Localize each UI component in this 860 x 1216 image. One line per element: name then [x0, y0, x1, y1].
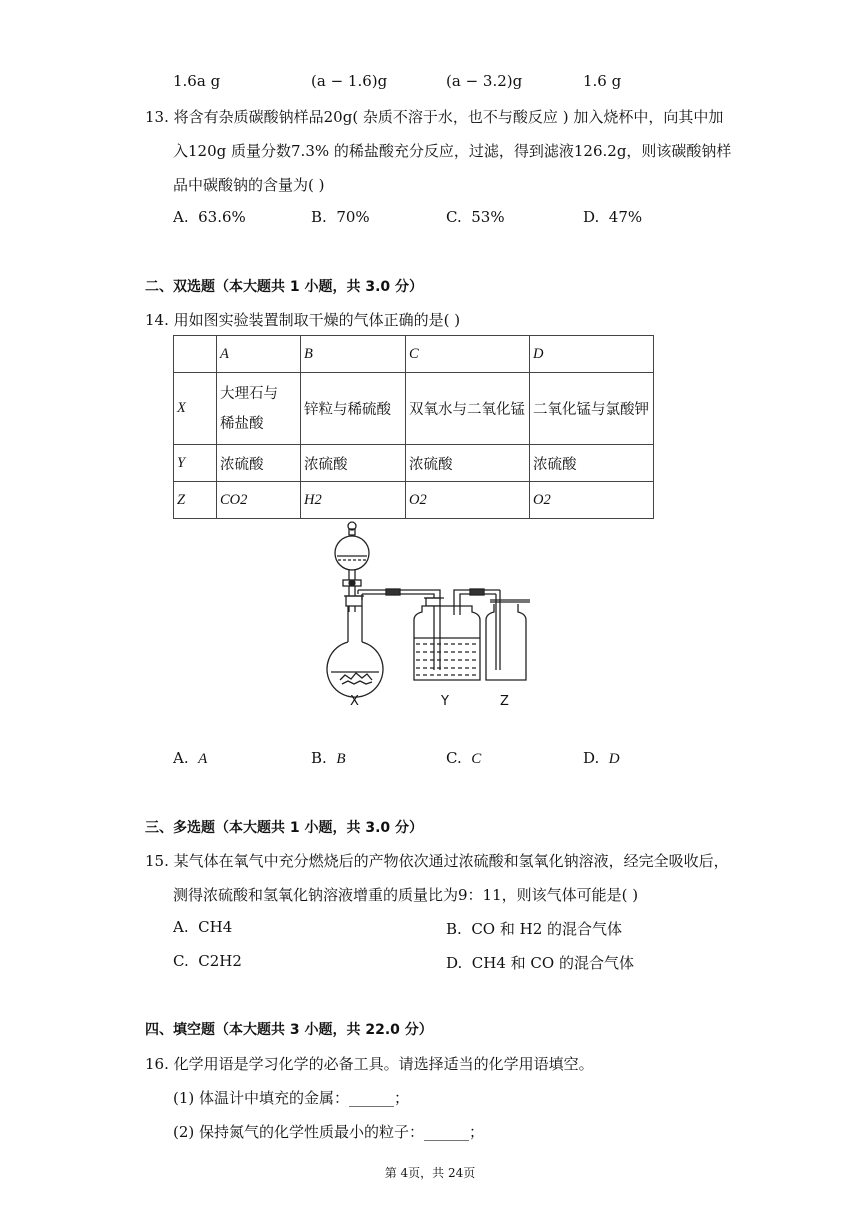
apparatus-label-z: Z [500, 694, 509, 709]
q12-option-a: 1.6a g [173, 72, 221, 90]
q14-option-a: A. A [173, 749, 208, 767]
q16-stem: 16. 化学用语是学习化学的必备工具。请选择适当的化学用语填空。 [145, 1055, 594, 1073]
table-row-x [174, 373, 654, 445]
table-cell [174, 336, 217, 373]
q15-option-d: D. CH4 和 CO 的混合气体 [446, 954, 634, 972]
table-cell: 双氧水与二氧化锰 [406, 373, 530, 445]
table-cell: Y [174, 445, 217, 482]
q15-line2: 测得浓硫酸和氢氧化钠溶液增重的质量比为9：11，则该气体可能是( ) [173, 886, 639, 904]
q14-table [173, 335, 654, 519]
q13-option-a: A. 63.6% [173, 208, 246, 226]
section-2-heading: 二、双选题（本大题共 1 小题，共 3.0 分） [145, 279, 424, 295]
q16-sub1: (1) 体温计中填充的金属：______； [173, 1089, 410, 1107]
q15-option-c: C. C2H2 [173, 952, 242, 970]
apparatus-label-y: Y [441, 694, 449, 709]
q14-stem: 14. 用如图实验装置制取干燥的气体正确的是( ) [145, 311, 461, 329]
table-cell: C [406, 336, 530, 373]
table-row-y [174, 445, 654, 482]
q13-option-c: C. 53% [446, 208, 505, 226]
table-header-row [174, 336, 654, 373]
q14-option-d: D. D [583, 749, 620, 767]
table-row-z [174, 482, 654, 519]
table-cell: 锌粒与稀硫酸 [301, 373, 406, 445]
section-3-heading: 三、多选题（本大题共 1 小题，共 3.0 分） [145, 820, 424, 836]
q13-line1: 13. 将含有杂质碳酸钠样品20g( 杂质不溶于水，也不与酸反应 ) 加入烧杯中，向其中加 [145, 108, 724, 126]
q15-option-b: B. CO 和 H2 的混合气体 [446, 920, 623, 938]
q14-option-b: B. B [311, 749, 346, 767]
page-footer: 第 4页，共 24页 [384, 1166, 476, 1180]
table-cell: Z [174, 482, 217, 519]
q13-line2: 入120g 质量分数7.3% 的稀盐酸充分反应，过滤，得到滤液126.2g，则该碳酸钠样 [173, 142, 732, 160]
q14-option-c: C. C [446, 749, 482, 767]
section-4-heading: 四、填空题（本大题共 3 小题，共 22.0 分） [145, 1022, 433, 1038]
table-cell: CO2 [217, 482, 301, 519]
q12-option-c: (a − 3.2)g [446, 72, 523, 90]
table-cell: D [530, 336, 654, 373]
table-cell: O2 [406, 482, 530, 519]
table-cell: 二氧化锰与氯酸钾 [530, 373, 654, 445]
q16-sub2: (2) 保持氮气的化学性质最小的粒子：______； [173, 1123, 485, 1141]
q15-line1: 15. 某气体在氧气中充分燃烧后的产物依次通过浓硫酸和氢氧化钠溶液，经完全吸收后， [145, 852, 729, 870]
table-cell: 浓硫酸 [406, 445, 530, 482]
table-cell-line: 稀盐酸 [220, 415, 264, 432]
table-cell-line: 大理石与 [220, 385, 278, 402]
q12-option-d: 1.6 g [583, 72, 622, 90]
apparatus-diagram [320, 520, 550, 715]
table-cell [217, 373, 301, 445]
table-cell: 浓硫酸 [217, 445, 301, 482]
table-cell: A [217, 336, 301, 373]
table-cell: 浓硫酸 [301, 445, 406, 482]
q12-option-b: (a − 1.6)g [311, 72, 388, 90]
table-cell: X [174, 373, 217, 445]
apparatus-label-x: X [350, 694, 359, 709]
q13-option-d: D. 47% [583, 208, 643, 226]
q13-option-b: B. 70% [311, 208, 370, 226]
table-cell: O2 [530, 482, 654, 519]
q13-line3: 品中碳酸钠的含量为( ) [173, 176, 325, 194]
table-cell: H2 [301, 482, 406, 519]
table-cell: 浓硫酸 [530, 445, 654, 482]
q15-option-a: A. CH4 [173, 918, 233, 936]
table-cell: B [301, 336, 406, 373]
